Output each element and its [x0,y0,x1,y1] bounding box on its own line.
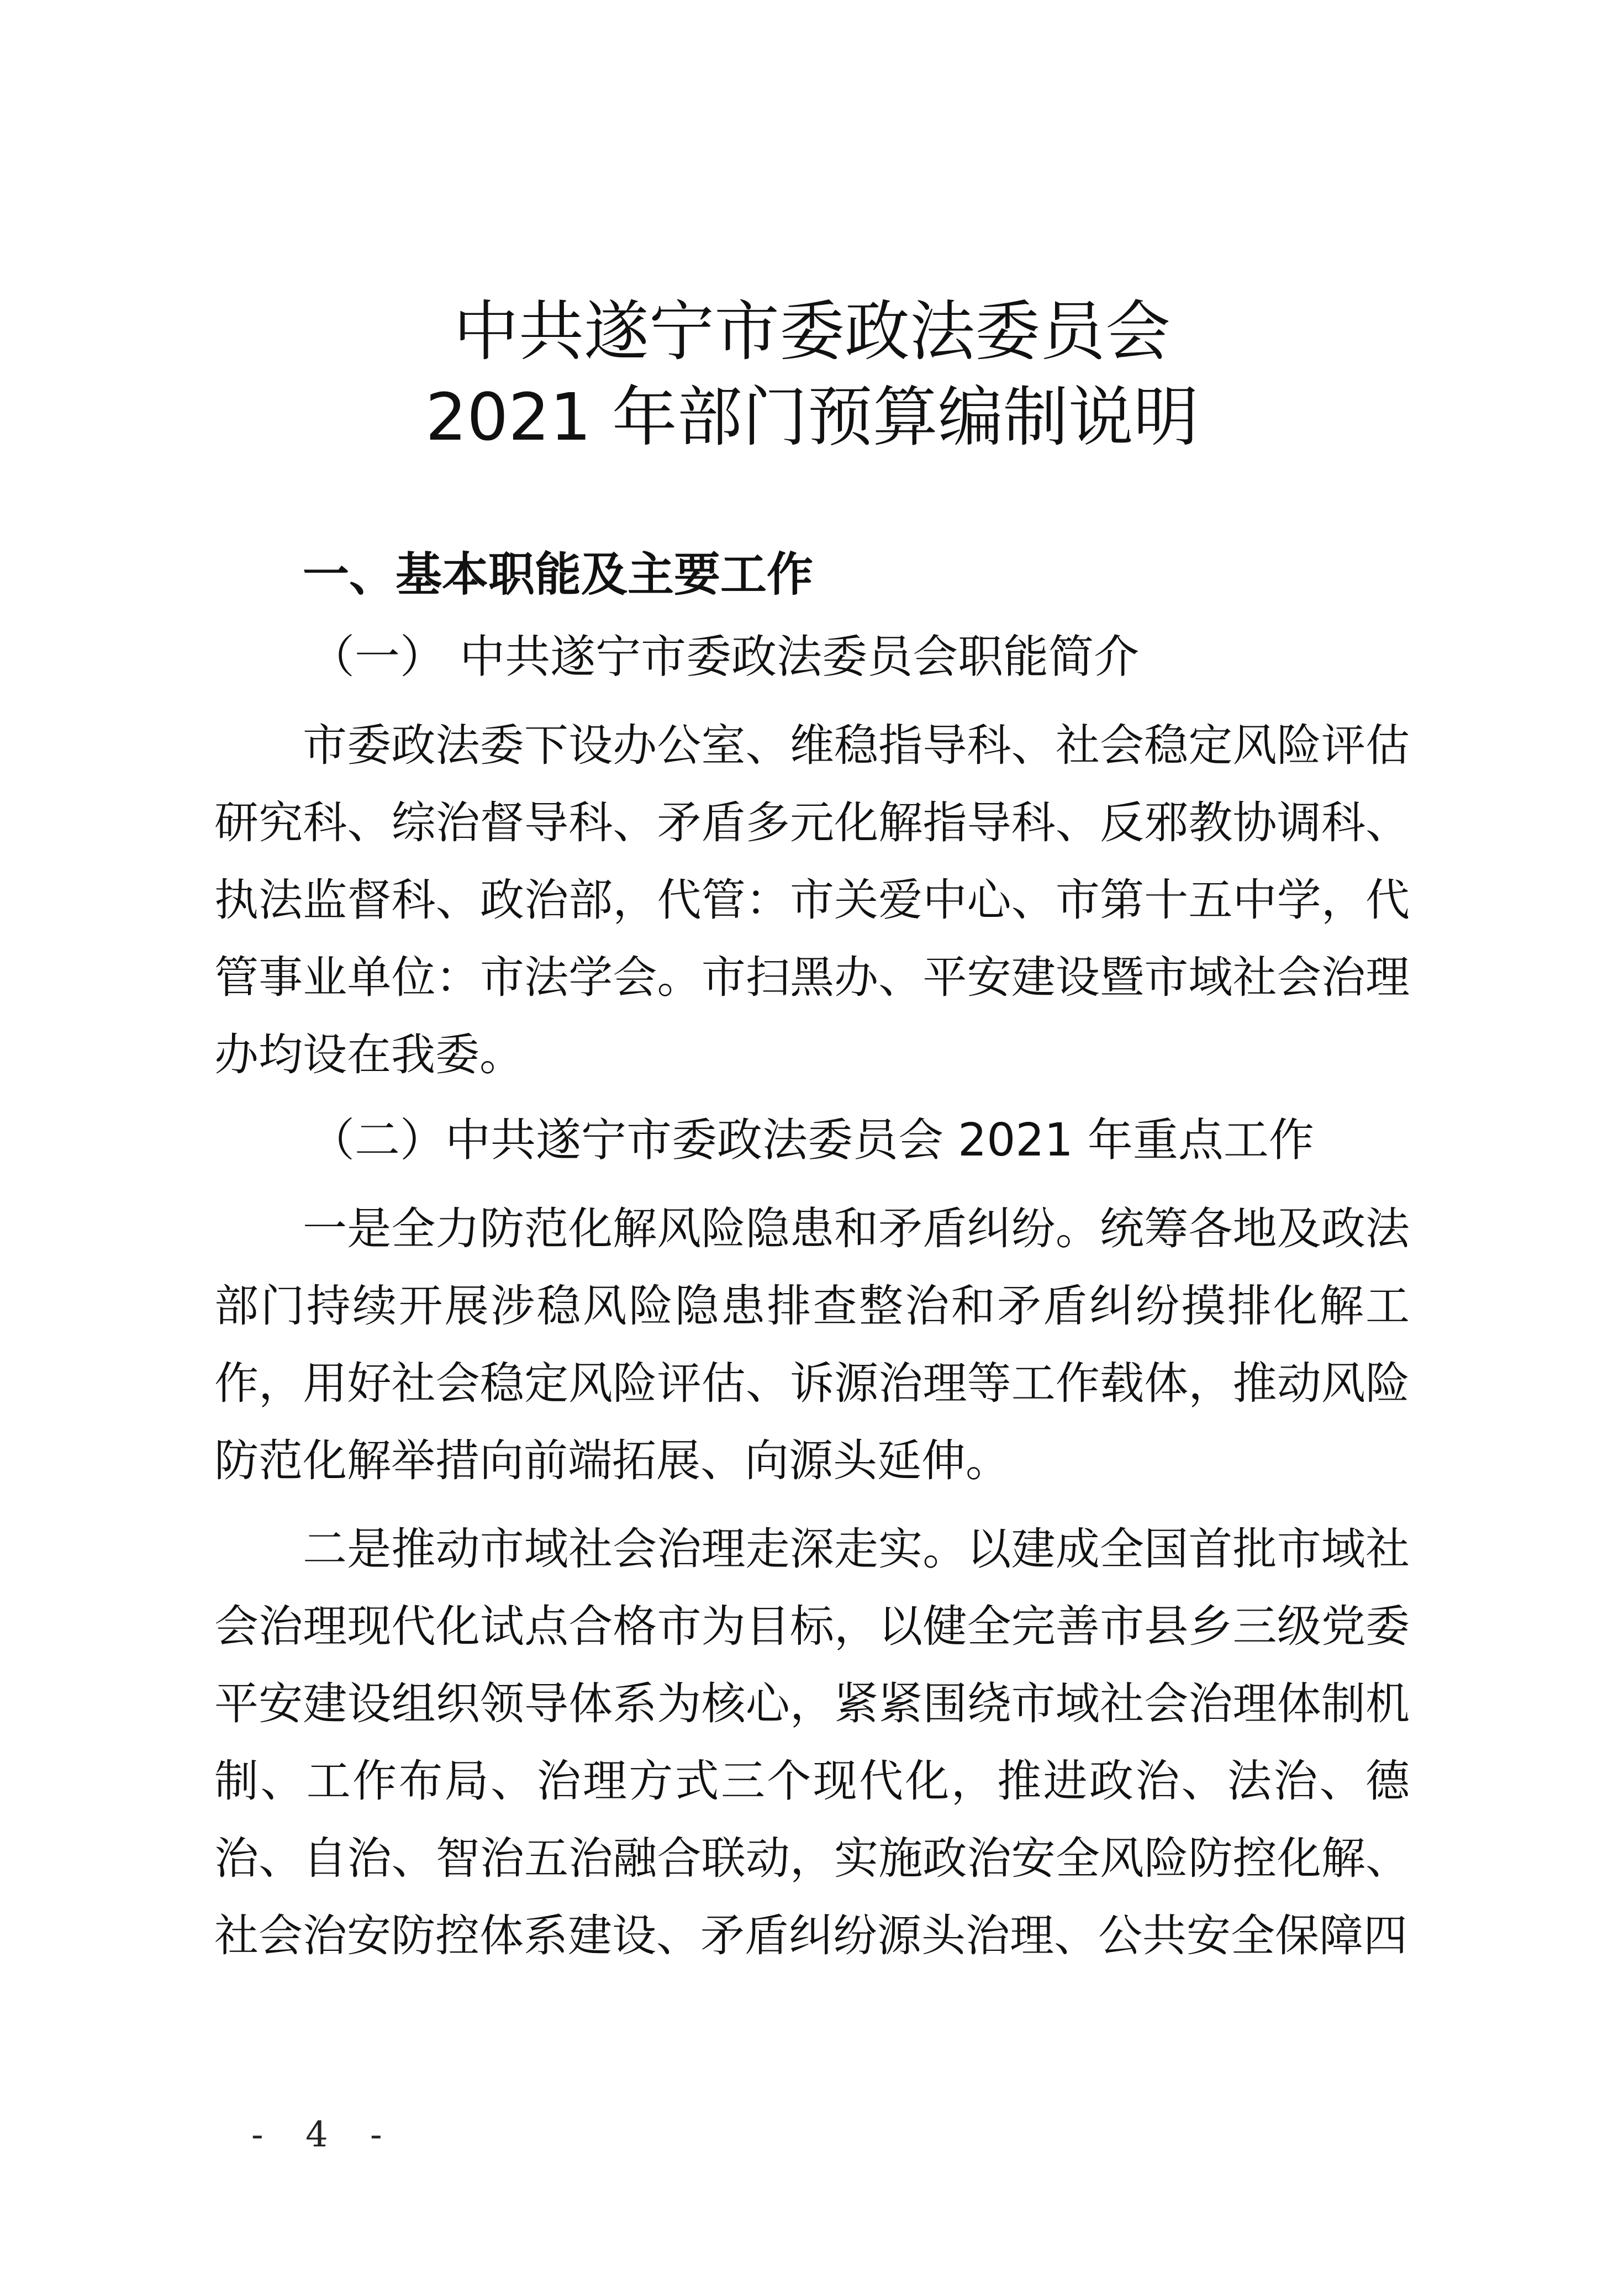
page-number: - 4 - [251,2114,398,2155]
document-title-line-2: 2021 年部门预算编制说明 [425,379,1199,455]
paragraph-risk-prevention: 一是全力防范化解风险隐患和矛盾纠纷。统筹各地及政法部门持续开展涉稳风险隐患排查整治和矛盾纠纷摸排化解工作，用好社会稳定风险评估、诉源治理等工作载体，推动风险防范化解举措向前端拓展、向源头延伸。 [214,1203,1410,1486]
paragraph-social-governance: 二是推动市域社会治理走深走实。以建成全国首批市域社会治理现代化试点合格市为目标，以健全完善市县乡三级党委平安建设组织领导体系为核心，紧紧围绕市域社会治理体制机制、工作布局、治理方式三个现代化，推进政治、法治、德治、自治、智治五治融合联动，实施政治安全风险防控化解、社会治安防控体系建设、矛盾纠纷源头治理、公共安全保障四 [214,1523,1410,1961]
subsection-heading-key-work: （二）中共遂宁市委政法委员会 2021 年重点工作 [309,1114,1314,1167]
subsection-heading-functions-intro: （一） 中共遂宁市委政法委员会职能简介 [309,631,1140,683]
paragraph-functions-intro: 市委政法委下设办公室、维稳指导科、社会稳定风险评估研究科、综治督导科、矛盾多元化解指导科、反邪教协调科、执法监督科、政治部，代管：市关爱中心、市第十五中学，代管事业单位：市法学会。市扫黑办、平安建设暨市域社会治理办均设在我委。 [214,720,1410,1080]
document-title-line-1: 中共遂宁市委政法委员会 [453,293,1170,370]
section-heading-basic-functions: 一、基本职能及主要工作 [303,547,814,601]
